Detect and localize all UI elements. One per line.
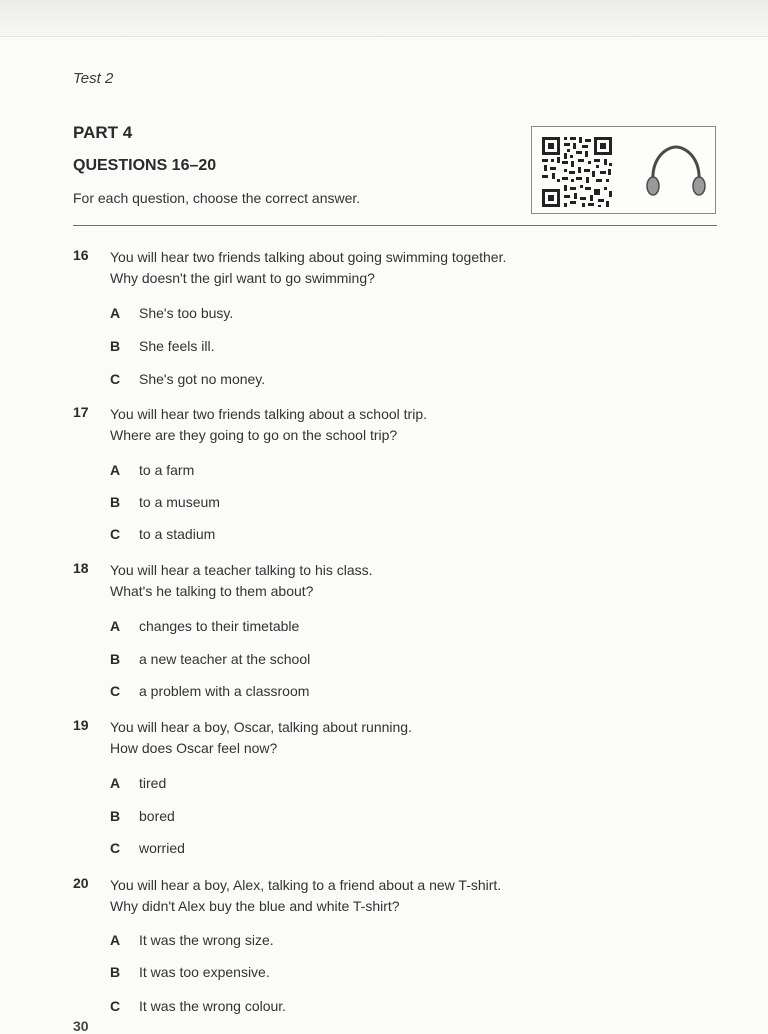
option-letter: B — [110, 964, 121, 980]
option-text: It was the wrong size. — [139, 932, 274, 948]
question-prompt — [110, 875, 670, 917]
option-letter: A — [110, 932, 121, 948]
question-context: You will hear a boy, Oscar, talking about running. — [110, 719, 412, 735]
option-letter: A — [110, 775, 121, 791]
question-prompt — [110, 560, 670, 602]
question-prompt — [110, 404, 670, 446]
option-text: She's got no money. — [139, 371, 266, 387]
option-text: It was too expensive. — [139, 964, 270, 980]
question-number: 16 — [73, 247, 89, 263]
question-context: You will hear a boy, Alex, talking to a friend about a new T-shirt. — [110, 877, 502, 893]
question-context: You will hear two friends talking about going swimming together. — [110, 249, 507, 265]
scan-edge — [0, 0, 768, 37]
qr-code-icon — [540, 135, 614, 209]
option-text: a new teacher at the school — [139, 651, 311, 667]
option-letter: B — [110, 338, 121, 354]
option-text: a problem with a classroom — [139, 683, 310, 699]
option-letter: A — [110, 618, 121, 634]
question-number: 19 — [73, 717, 89, 733]
option-letter: B — [110, 651, 121, 667]
option-letter: B — [110, 808, 121, 824]
question-stem: Why didn't Alex buy the blue and white T-shirt? — [110, 898, 400, 914]
question-stem: What's he talking to them about? — [110, 583, 314, 599]
option-letter: A — [110, 462, 121, 478]
option-letter: A — [110, 305, 121, 321]
option-text: She's too busy. — [139, 305, 234, 321]
option-letter: C — [110, 683, 121, 699]
option-text: changes to their timetable — [139, 618, 300, 634]
question-stem: Why doesn't the girl want to go swimming? — [110, 270, 375, 286]
question-number: 17 — [73, 404, 89, 420]
page-number-partial: 30 — [73, 1018, 89, 1034]
option-letter: B — [110, 494, 121, 510]
option-text: to a farm — [139, 462, 195, 478]
question-stem: How does Oscar feel now? — [110, 740, 278, 756]
option-letter: C — [110, 371, 121, 387]
option-letter: C — [110, 840, 121, 856]
questions-range: QUESTIONS 16–20 — [73, 157, 217, 174]
option-text: worried — [139, 840, 185, 856]
option-text: bored — [139, 808, 175, 824]
header-divider — [73, 225, 717, 226]
instructions: For each question, choose the correct answer. — [73, 190, 361, 206]
running-head: Test 2 — [73, 70, 114, 87]
audio-media-box — [531, 126, 716, 214]
question-prompt — [110, 247, 670, 289]
question-number: 20 — [73, 875, 89, 891]
option-text: to a museum — [139, 494, 220, 510]
question-context: You will hear a teacher talking to his class. — [110, 562, 373, 578]
option-text: tired — [139, 775, 167, 791]
part-title: PART 4 — [73, 123, 133, 142]
question-stem: Where are they going to go on the school trip? — [110, 427, 398, 443]
headphones-icon — [645, 143, 707, 199]
option-text: She feels ill. — [139, 338, 215, 354]
option-letter: C — [110, 526, 121, 542]
option-text: It was the wrong colour. — [139, 998, 287, 1014]
question-prompt — [110, 717, 670, 759]
question-context: You will hear two friends talking about a school trip. — [110, 406, 427, 422]
option-letter: C — [110, 998, 121, 1014]
option-text: to a stadium — [139, 526, 216, 542]
question-number: 18 — [73, 560, 89, 576]
